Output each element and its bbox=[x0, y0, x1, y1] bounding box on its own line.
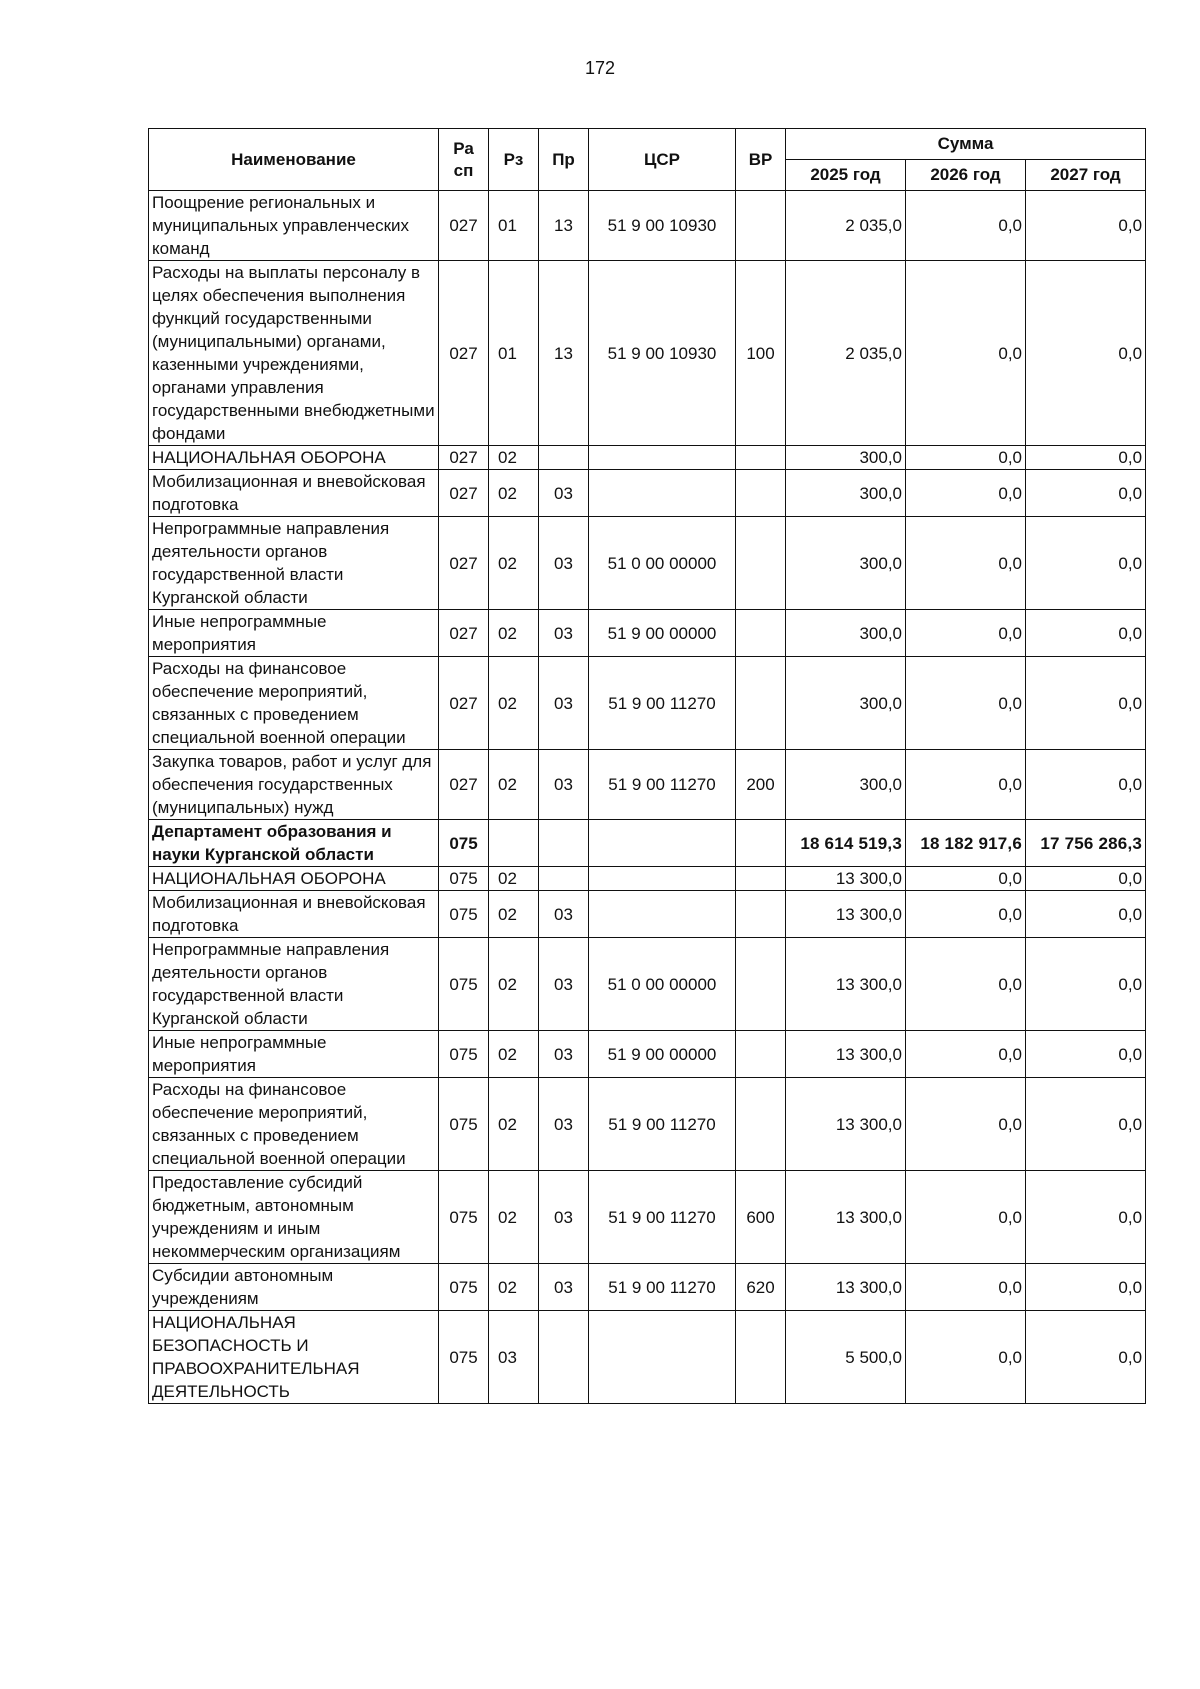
row-pr: 13 bbox=[539, 191, 589, 261]
row-rz: 02 bbox=[489, 470, 539, 517]
table-row bbox=[149, 517, 1146, 610]
row-name: Субсидии автономным учреждениям bbox=[149, 1264, 439, 1311]
row-csr: 51 9 00 10930 bbox=[589, 261, 736, 446]
row-amount-2027: 0,0 bbox=[1026, 891, 1146, 938]
header-sum: Сумма bbox=[786, 129, 1146, 160]
row-csr: 51 9 00 11270 bbox=[589, 1078, 736, 1171]
row-amount-2025: 2 035,0 bbox=[786, 261, 906, 446]
row-amount-2026: 0,0 bbox=[906, 938, 1026, 1031]
row-pr: 03 bbox=[539, 657, 589, 750]
header-year-2025: 2025 год bbox=[786, 160, 906, 191]
row-amount-2026: 0,0 bbox=[906, 1311, 1026, 1404]
row-amount-2025: 18 614 519,3 bbox=[786, 820, 906, 867]
row-csr bbox=[589, 446, 736, 470]
row-amount-2027: 0,0 bbox=[1026, 610, 1146, 657]
row-pr: 03 bbox=[539, 517, 589, 610]
table-row bbox=[149, 1078, 1146, 1171]
row-rasp: 075 bbox=[439, 1311, 489, 1404]
row-rz: 02 bbox=[489, 446, 539, 470]
row-amount-2025: 13 300,0 bbox=[786, 891, 906, 938]
row-name: Расходы на финансовое обеспечение мероприятий, связанных с проведением специальной военной операции bbox=[149, 657, 439, 750]
row-amount-2025: 13 300,0 bbox=[786, 1171, 906, 1264]
row-amount-2027: 0,0 bbox=[1026, 191, 1146, 261]
row-pr bbox=[539, 867, 589, 891]
row-amount-2027: 0,0 bbox=[1026, 750, 1146, 820]
row-amount-2026: 0,0 bbox=[906, 867, 1026, 891]
row-vr: 620 bbox=[736, 1264, 786, 1311]
row-csr bbox=[589, 891, 736, 938]
header-pr: Пр bbox=[539, 129, 589, 191]
header-name: Наименование bbox=[149, 129, 439, 191]
row-name: Иные непрограммные мероприятия bbox=[149, 610, 439, 657]
row-amount-2027: 0,0 bbox=[1026, 1171, 1146, 1264]
row-amount-2026: 0,0 bbox=[906, 657, 1026, 750]
page-number: 172 bbox=[584, 58, 616, 78]
row-name: НАЦИОНАЛЬНАЯ ОБОРОНА bbox=[149, 446, 439, 470]
row-rasp: 075 bbox=[439, 1078, 489, 1171]
row-name: Расходы на выплаты персоналу в целях обеспечения выполнения функций государственными (муниципальными) органами, казенными учреждениями, органами управления государственными внебюджетными фондами bbox=[149, 261, 439, 446]
row-name: Мобилизационная и вневойсковая подготовка bbox=[149, 470, 439, 517]
row-amount-2027: 0,0 bbox=[1026, 1311, 1146, 1404]
row-amount-2027: 0,0 bbox=[1026, 261, 1146, 446]
row-amount-2025: 300,0 bbox=[786, 446, 906, 470]
row-vr bbox=[736, 191, 786, 261]
row-rasp: 075 bbox=[439, 867, 489, 891]
row-csr: 51 0 00 00000 bbox=[589, 938, 736, 1031]
row-name: Иные непрограммные мероприятия bbox=[149, 1031, 439, 1078]
header-rz: Рз bbox=[489, 129, 539, 191]
row-rasp: 027 bbox=[439, 517, 489, 610]
row-name: Непрограммные направления деятельности органов государственной власти Курганской области bbox=[149, 938, 439, 1031]
row-name: НАЦИОНАЛЬНАЯ БЕЗОПАСНОСТЬ И ПРАВООХРАНИТЕЛЬНАЯ ДЕЯТЕЛЬНОСТЬ bbox=[149, 1311, 439, 1404]
header-year-2027: 2027 год bbox=[1026, 160, 1146, 191]
row-pr: 03 bbox=[539, 1171, 589, 1264]
table-row bbox=[149, 261, 1146, 446]
row-amount-2027: 17 756 286,3 bbox=[1026, 820, 1146, 867]
table-row bbox=[149, 657, 1146, 750]
row-amount-2027: 0,0 bbox=[1026, 1031, 1146, 1078]
row-rz: 01 bbox=[489, 191, 539, 261]
row-amount-2025: 13 300,0 bbox=[786, 1031, 906, 1078]
row-csr bbox=[589, 820, 736, 867]
row-rasp: 075 bbox=[439, 1171, 489, 1264]
row-vr bbox=[736, 1078, 786, 1171]
row-amount-2026: 0,0 bbox=[906, 1171, 1026, 1264]
table-row bbox=[149, 470, 1146, 517]
row-rasp: 027 bbox=[439, 470, 489, 517]
table-row bbox=[149, 1031, 1146, 1078]
table-row bbox=[149, 891, 1146, 938]
row-name: Расходы на финансовое обеспечение мероприятий, связанных с проведением специальной военной операции bbox=[149, 1078, 439, 1171]
row-rasp: 075 bbox=[439, 1031, 489, 1078]
row-vr: 200 bbox=[736, 750, 786, 820]
row-vr bbox=[736, 1311, 786, 1404]
row-csr: 51 9 00 11270 bbox=[589, 750, 736, 820]
table-row bbox=[149, 938, 1146, 1031]
row-rz: 02 bbox=[489, 517, 539, 610]
row-csr: 51 9 00 11270 bbox=[589, 1171, 736, 1264]
row-csr bbox=[589, 1311, 736, 1404]
row-amount-2025: 13 300,0 bbox=[786, 867, 906, 891]
row-amount-2025: 300,0 bbox=[786, 517, 906, 610]
row-rasp: 027 bbox=[439, 750, 489, 820]
row-rz: 02 bbox=[489, 867, 539, 891]
row-amount-2025: 13 300,0 bbox=[786, 938, 906, 1031]
row-pr: 03 bbox=[539, 1031, 589, 1078]
row-amount-2026: 0,0 bbox=[906, 891, 1026, 938]
row-amount-2025: 5 500,0 bbox=[786, 1311, 906, 1404]
row-vr bbox=[736, 517, 786, 610]
row-amount-2027: 0,0 bbox=[1026, 938, 1146, 1031]
row-pr bbox=[539, 820, 589, 867]
header-rasp: Ра сп bbox=[439, 129, 489, 191]
row-rasp: 075 bbox=[439, 820, 489, 867]
row-amount-2025: 300,0 bbox=[786, 470, 906, 517]
row-amount-2025: 300,0 bbox=[786, 610, 906, 657]
table-row bbox=[149, 750, 1146, 820]
row-csr: 51 9 00 00000 bbox=[589, 610, 736, 657]
row-rasp: 027 bbox=[439, 261, 489, 446]
table-row bbox=[149, 1264, 1146, 1311]
row-amount-2027: 0,0 bbox=[1026, 517, 1146, 610]
row-name: Непрограммные направления деятельности органов государственной власти Курганской области bbox=[149, 517, 439, 610]
table-row bbox=[149, 446, 1146, 470]
row-rasp: 075 bbox=[439, 938, 489, 1031]
row-rz: 02 bbox=[489, 750, 539, 820]
row-name: НАЦИОНАЛЬНАЯ ОБОРОНА bbox=[149, 867, 439, 891]
row-rz: 02 bbox=[489, 891, 539, 938]
row-pr: 03 bbox=[539, 610, 589, 657]
row-pr bbox=[539, 446, 589, 470]
row-vr: 600 bbox=[736, 1171, 786, 1264]
table-row bbox=[149, 191, 1146, 261]
row-amount-2026: 0,0 bbox=[906, 750, 1026, 820]
row-amount-2026: 0,0 bbox=[906, 1078, 1026, 1171]
table-row bbox=[149, 820, 1146, 867]
row-rasp: 027 bbox=[439, 191, 489, 261]
row-pr: 13 bbox=[539, 261, 589, 446]
row-vr bbox=[736, 867, 786, 891]
table-body bbox=[149, 191, 1146, 1404]
row-amount-2027: 0,0 bbox=[1026, 657, 1146, 750]
row-name: Поощрение региональных и муниципальных управленческих команд bbox=[149, 191, 439, 261]
row-vr bbox=[736, 610, 786, 657]
row-rasp: 075 bbox=[439, 1264, 489, 1311]
row-rz: 02 bbox=[489, 610, 539, 657]
row-vr bbox=[736, 657, 786, 750]
table-row bbox=[149, 1311, 1146, 1404]
row-amount-2027: 0,0 bbox=[1026, 1264, 1146, 1311]
row-vr bbox=[736, 891, 786, 938]
row-csr: 51 9 00 11270 bbox=[589, 657, 736, 750]
row-amount-2026: 0,0 bbox=[906, 1031, 1026, 1078]
row-rz bbox=[489, 820, 539, 867]
row-csr: 51 9 00 00000 bbox=[589, 1031, 736, 1078]
table-row bbox=[149, 1171, 1146, 1264]
row-rasp: 027 bbox=[439, 657, 489, 750]
row-rz: 02 bbox=[489, 1078, 539, 1171]
row-amount-2027: 0,0 bbox=[1026, 867, 1146, 891]
row-csr bbox=[589, 470, 736, 517]
row-amount-2026: 0,0 bbox=[906, 1264, 1026, 1311]
row-amount-2026: 18 182 917,6 bbox=[906, 820, 1026, 867]
row-amount-2026: 0,0 bbox=[906, 191, 1026, 261]
row-rz: 01 bbox=[489, 261, 539, 446]
row-csr bbox=[589, 867, 736, 891]
row-amount-2026: 0,0 bbox=[906, 261, 1026, 446]
row-amount-2025: 300,0 bbox=[786, 750, 906, 820]
row-vr bbox=[736, 446, 786, 470]
header-vr: ВР bbox=[736, 129, 786, 191]
row-name: Департамент образования и науки Курганской области bbox=[149, 820, 439, 867]
row-vr bbox=[736, 1031, 786, 1078]
row-amount-2027: 0,0 bbox=[1026, 446, 1146, 470]
budget-table bbox=[148, 128, 1146, 1404]
row-amount-2025: 2 035,0 bbox=[786, 191, 906, 261]
row-pr bbox=[539, 1311, 589, 1404]
row-vr bbox=[736, 820, 786, 867]
row-pr: 03 bbox=[539, 938, 589, 1031]
row-pr: 03 bbox=[539, 1078, 589, 1171]
row-amount-2027: 0,0 bbox=[1026, 470, 1146, 517]
row-amount-2027: 0,0 bbox=[1026, 1078, 1146, 1171]
row-rz: 02 bbox=[489, 1264, 539, 1311]
row-amount-2026: 0,0 bbox=[906, 470, 1026, 517]
row-amount-2025: 300,0 bbox=[786, 657, 906, 750]
row-pr: 03 bbox=[539, 750, 589, 820]
row-amount-2025: 13 300,0 bbox=[786, 1078, 906, 1171]
row-rz: 02 bbox=[489, 1171, 539, 1264]
row-rz: 02 bbox=[489, 938, 539, 1031]
row-csr: 51 9 00 11270 bbox=[589, 1264, 736, 1311]
header-year-2026: 2026 год bbox=[906, 160, 1026, 191]
row-amount-2026: 0,0 bbox=[906, 446, 1026, 470]
row-rasp: 075 bbox=[439, 891, 489, 938]
table-row bbox=[149, 867, 1146, 891]
row-rz: 03 bbox=[489, 1311, 539, 1404]
row-vr bbox=[736, 938, 786, 1031]
row-amount-2026: 0,0 bbox=[906, 517, 1026, 610]
row-rasp: 027 bbox=[439, 610, 489, 657]
row-pr: 03 bbox=[539, 470, 589, 517]
row-pr: 03 bbox=[539, 1264, 589, 1311]
row-amount-2026: 0,0 bbox=[906, 610, 1026, 657]
row-vr: 100 bbox=[736, 261, 786, 446]
header-csr: ЦСР bbox=[589, 129, 736, 191]
row-rz: 02 bbox=[489, 1031, 539, 1078]
row-rasp: 027 bbox=[439, 446, 489, 470]
row-pr: 03 bbox=[539, 891, 589, 938]
row-name: Предоставление субсидий бюджетным, автономным учреждениям и иным некоммерческим организациям bbox=[149, 1171, 439, 1264]
table-row bbox=[149, 610, 1146, 657]
row-vr bbox=[736, 470, 786, 517]
row-csr: 51 9 00 10930 bbox=[589, 191, 736, 261]
row-rz: 02 bbox=[489, 657, 539, 750]
row-amount-2025: 13 300,0 bbox=[786, 1264, 906, 1311]
row-name: Мобилизационная и вневойсковая подготовка bbox=[149, 891, 439, 938]
row-csr: 51 0 00 00000 bbox=[589, 517, 736, 610]
row-name: Закупка товаров, работ и услуг для обеспечения государственных (муниципальных) нужд bbox=[149, 750, 439, 820]
